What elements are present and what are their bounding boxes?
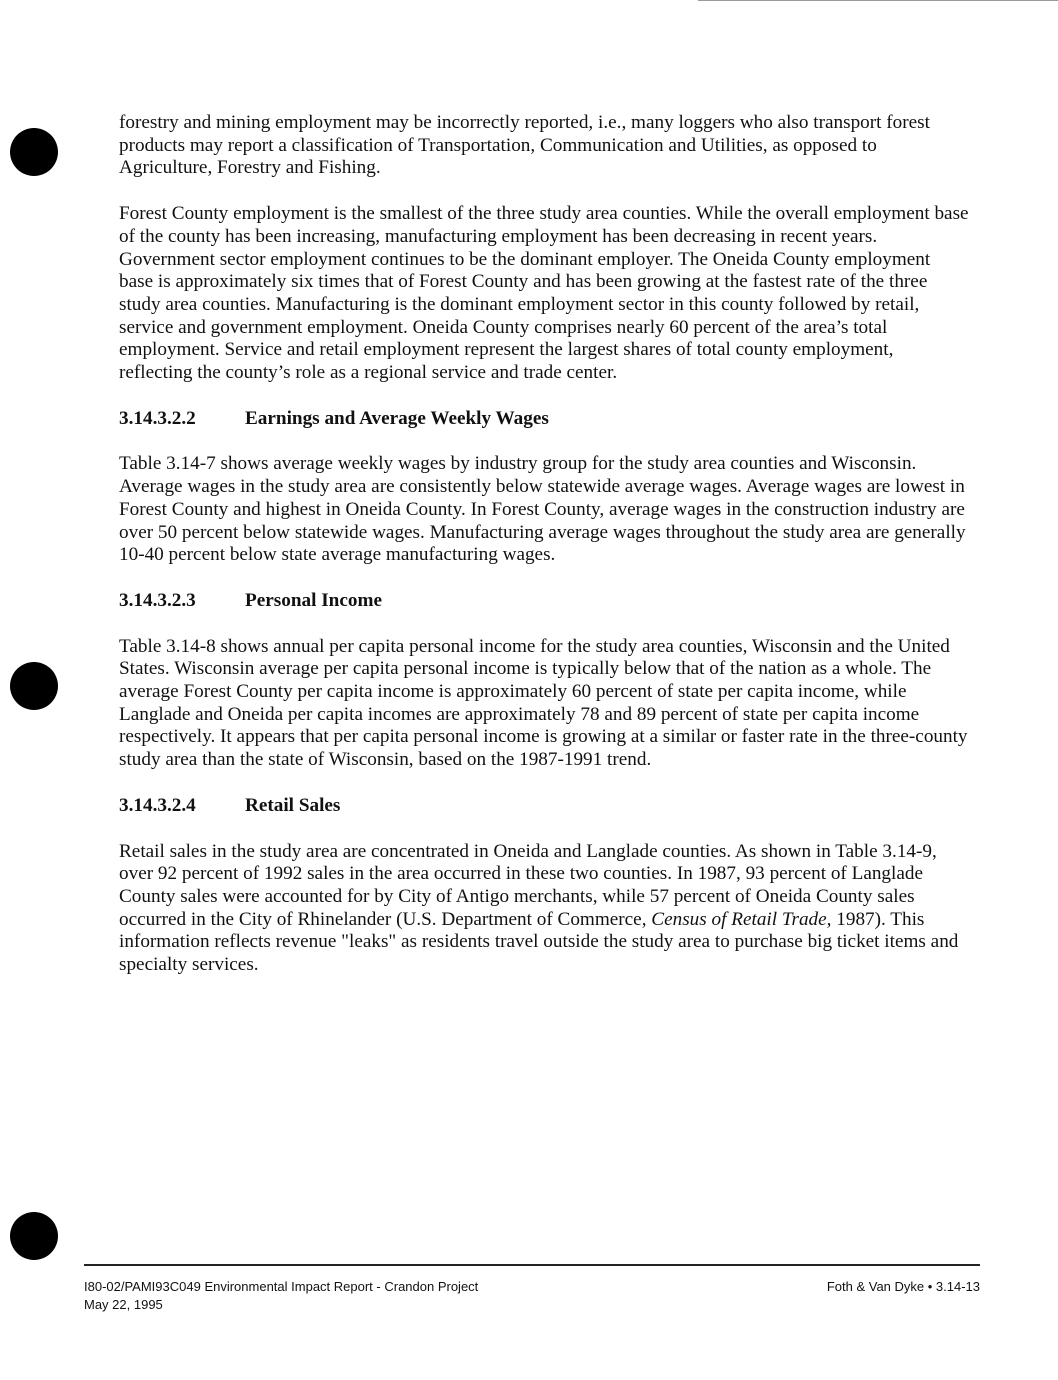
section-number: 3.14.3.2.4 [119,794,196,816]
footer-document-id: I80-02/PAMI93C049 Environmental Impact Report - Crandon Project [84,1279,479,1294]
footer-date: May 22, 1995 [84,1297,163,1312]
retail-text-after: 1987). This information reflects revenue "leaks" as residents travel outside the study area to purchase big ticket items and specialty services. [119,908,959,976]
section-number: 3.14.3.2.3 [119,589,196,611]
section-title: Personal Income [245,589,382,611]
section-title: Retail Sales [245,794,341,816]
page-body [119,112,969,1000]
paragraph-per-capita-income: Table 3.14-8 shows annual per capita personal income for the study area counties, Wisconsin and the United States. Wisconsin average per capita personal income is typically below that of the nation as a whole. The average Forest County per capita income is approximately 60 percent of state per capita income, while Langlade and Oneida per capita incomes are approximately 78 and 89 percent of state per capita income respectively. It appears that per capita personal income is growing at a similar or faster rate in the three-county study area than the state of Wisconsin, based on the 1987-1991 trend. [119,635,968,771]
punch-hole-bottom [10,1212,58,1260]
footer-page-number: Foth & Van Dyke • 3.14-13 [826,1279,980,1294]
section-heading-earnings [119,408,969,431]
paragraph-employment-reporting: forestry and mining employment may be incorrectly reported, i.e., many loggers who also transport forest products may report a classification of Transportation, Communication and Utilities, as opposed to Agriculture, Forestry and Fishing. [119,112,930,179]
section-heading-retail-sales [119,795,969,818]
punch-hole-top [10,128,58,176]
section-heading-personal-income [119,590,969,613]
retail-text-before: Retail sales in the study area are concentrated in Oneida and Langlade counties. As shown in Table 3.14-9, over 92 percent of 1992 sales in the area occurred in these two counties. In 1987, 93 percent of Langlade County sales were accounted for by City of Antigo merchants, while 57 percent of Oneida County sales occurred in the City of Rhinelander (U.S. Department of Commerce, [119,840,937,930]
paragraph-county-employment: Forest County employment is the smallest of the three study area counties. While the overall employment base of the county has been increasing, manufacturing employment has been decreasing in recent years. Government sector employment continues to be the dominant employer. The Oneida County employment base is approximately six times that of Forest County and has been growing at the fastest rate of the three study area counties. Manufacturing is the dominant employment sector in this county followed by retail, service and government employment. Oneida County comprises nearly 60 percent of the area’s total employment. Service and retail employment represent the largest shares of total county employment, reflecting the county’s role as a regional service and trade center. [119,203,969,384]
section-number: 3.14.3.2.2 [119,407,196,429]
punch-hole-middle [10,662,58,710]
footer-rule [84,1264,980,1266]
census-citation-title: Census of Retail Trade, [651,908,832,930]
section-title: Earnings and Average Weekly Wages [245,407,549,429]
top-edge-rule [698,0,1058,1]
paragraph-retail-sales [119,841,969,977]
paragraph-weekly-wages: Table 3.14-7 shows average weekly wages by industry group for the study area counties and Wisconsin. Average wages in the study area are consistently below statewide average wages. Average wages are lowest in Forest County and highest in Oneida County. In Forest County, average wages in the construction industry are over 50 percent below statewide wages. Manufacturing average wages throughout the study area are generally 10-40 percent below state average manufacturing wages. [119,453,966,566]
footer-document-info [84,1278,478,1314]
